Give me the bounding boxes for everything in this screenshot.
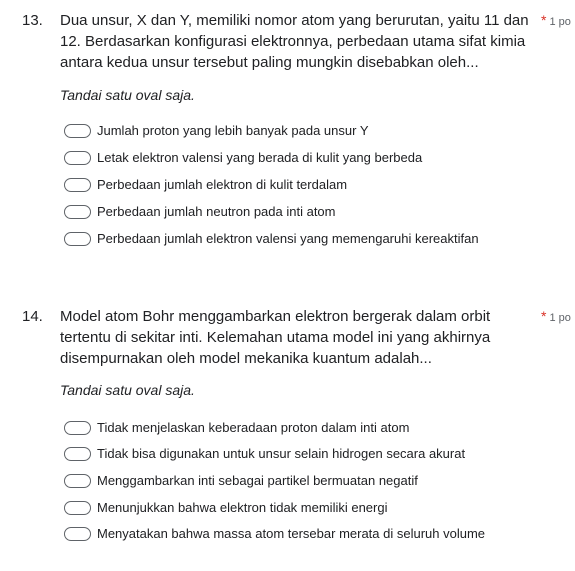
radio-option[interactable] xyxy=(64,120,369,142)
instruction-hint: Tandai satu oval saja. xyxy=(60,87,195,103)
radio-oval-icon[interactable] xyxy=(64,474,91,488)
points-indicator xyxy=(541,11,571,31)
radio-oval-icon[interactable] xyxy=(64,421,91,435)
option-label: Perbedaan jumlah elektron valensi yang memengaruhi kereaktifan xyxy=(97,231,479,246)
option-label: Menggambarkan inti sebagai partikel bermuatan negatif xyxy=(97,473,418,488)
radio-oval-icon[interactable] xyxy=(64,527,91,541)
question-number: 14. xyxy=(22,308,43,325)
option-label: Menyatakan bahwa massa atom tersebar merata di seluruh volume xyxy=(97,526,486,541)
option-label: Perbedaan jumlah neutron pada inti atom xyxy=(97,204,336,219)
required-asterisk: * xyxy=(541,308,547,324)
radio-option[interactable] xyxy=(64,497,387,519)
radio-oval-icon[interactable] xyxy=(64,205,91,219)
radio-oval-icon[interactable] xyxy=(64,501,91,515)
option-label: Tidak bisa digunakan untuk unsur selain hidrogen secara akurat xyxy=(97,446,466,461)
radio-option[interactable] xyxy=(64,523,485,545)
radio-option[interactable] xyxy=(64,417,409,439)
question-text: Model atom Bohr menggambarkan elektron bergerak dalam orbit tertentu di sekitar inti. Kelemahan utama model ini yang akhirnya disempurnakan oleh model mekanika kuantum adalah... xyxy=(60,308,491,367)
radio-option[interactable] xyxy=(64,228,479,250)
option-label: Jumlah proton yang lebih banyak pada unsur Y xyxy=(97,123,369,138)
points-indicator xyxy=(541,307,571,327)
radio-oval-icon[interactable] xyxy=(64,178,91,192)
radio-oval-icon[interactable] xyxy=(64,151,91,165)
required-asterisk: * xyxy=(541,12,547,28)
instruction-hint: Tandai satu oval saja. xyxy=(60,382,195,398)
points-label: 1 po xyxy=(549,16,571,28)
radio-option[interactable] xyxy=(64,174,347,196)
option-label: Tidak menjelaskan keberadaan proton dalam inti atom xyxy=(97,420,410,435)
option-label: Letak elektron valensi yang berada di kulit yang berbeda xyxy=(97,150,423,165)
option-label: Perbedaan jumlah elektron di kulit terdalam xyxy=(97,177,348,192)
question-text: Dua unsur, X dan Y, memiliki nomor atom yang berurutan, yaitu 11 dan 12. Berdasarkan konfigurasi elektronnya, perbedaan utama sifat kimia antara kedua unsur tersebut paling mungkin disebabkan oleh... xyxy=(60,12,529,71)
radio-option[interactable] xyxy=(64,470,418,492)
radio-option[interactable] xyxy=(64,147,422,169)
radio-option[interactable] xyxy=(64,443,465,465)
points-label: 1 po xyxy=(549,312,571,324)
radio-oval-icon[interactable] xyxy=(64,232,91,246)
option-label: Menunjukkan bahwa elektron tidak memiliki energi xyxy=(97,500,388,515)
radio-option[interactable] xyxy=(64,201,336,223)
radio-oval-icon[interactable] xyxy=(64,124,91,138)
radio-oval-icon[interactable] xyxy=(64,447,91,461)
question-number: 13. xyxy=(22,12,43,29)
